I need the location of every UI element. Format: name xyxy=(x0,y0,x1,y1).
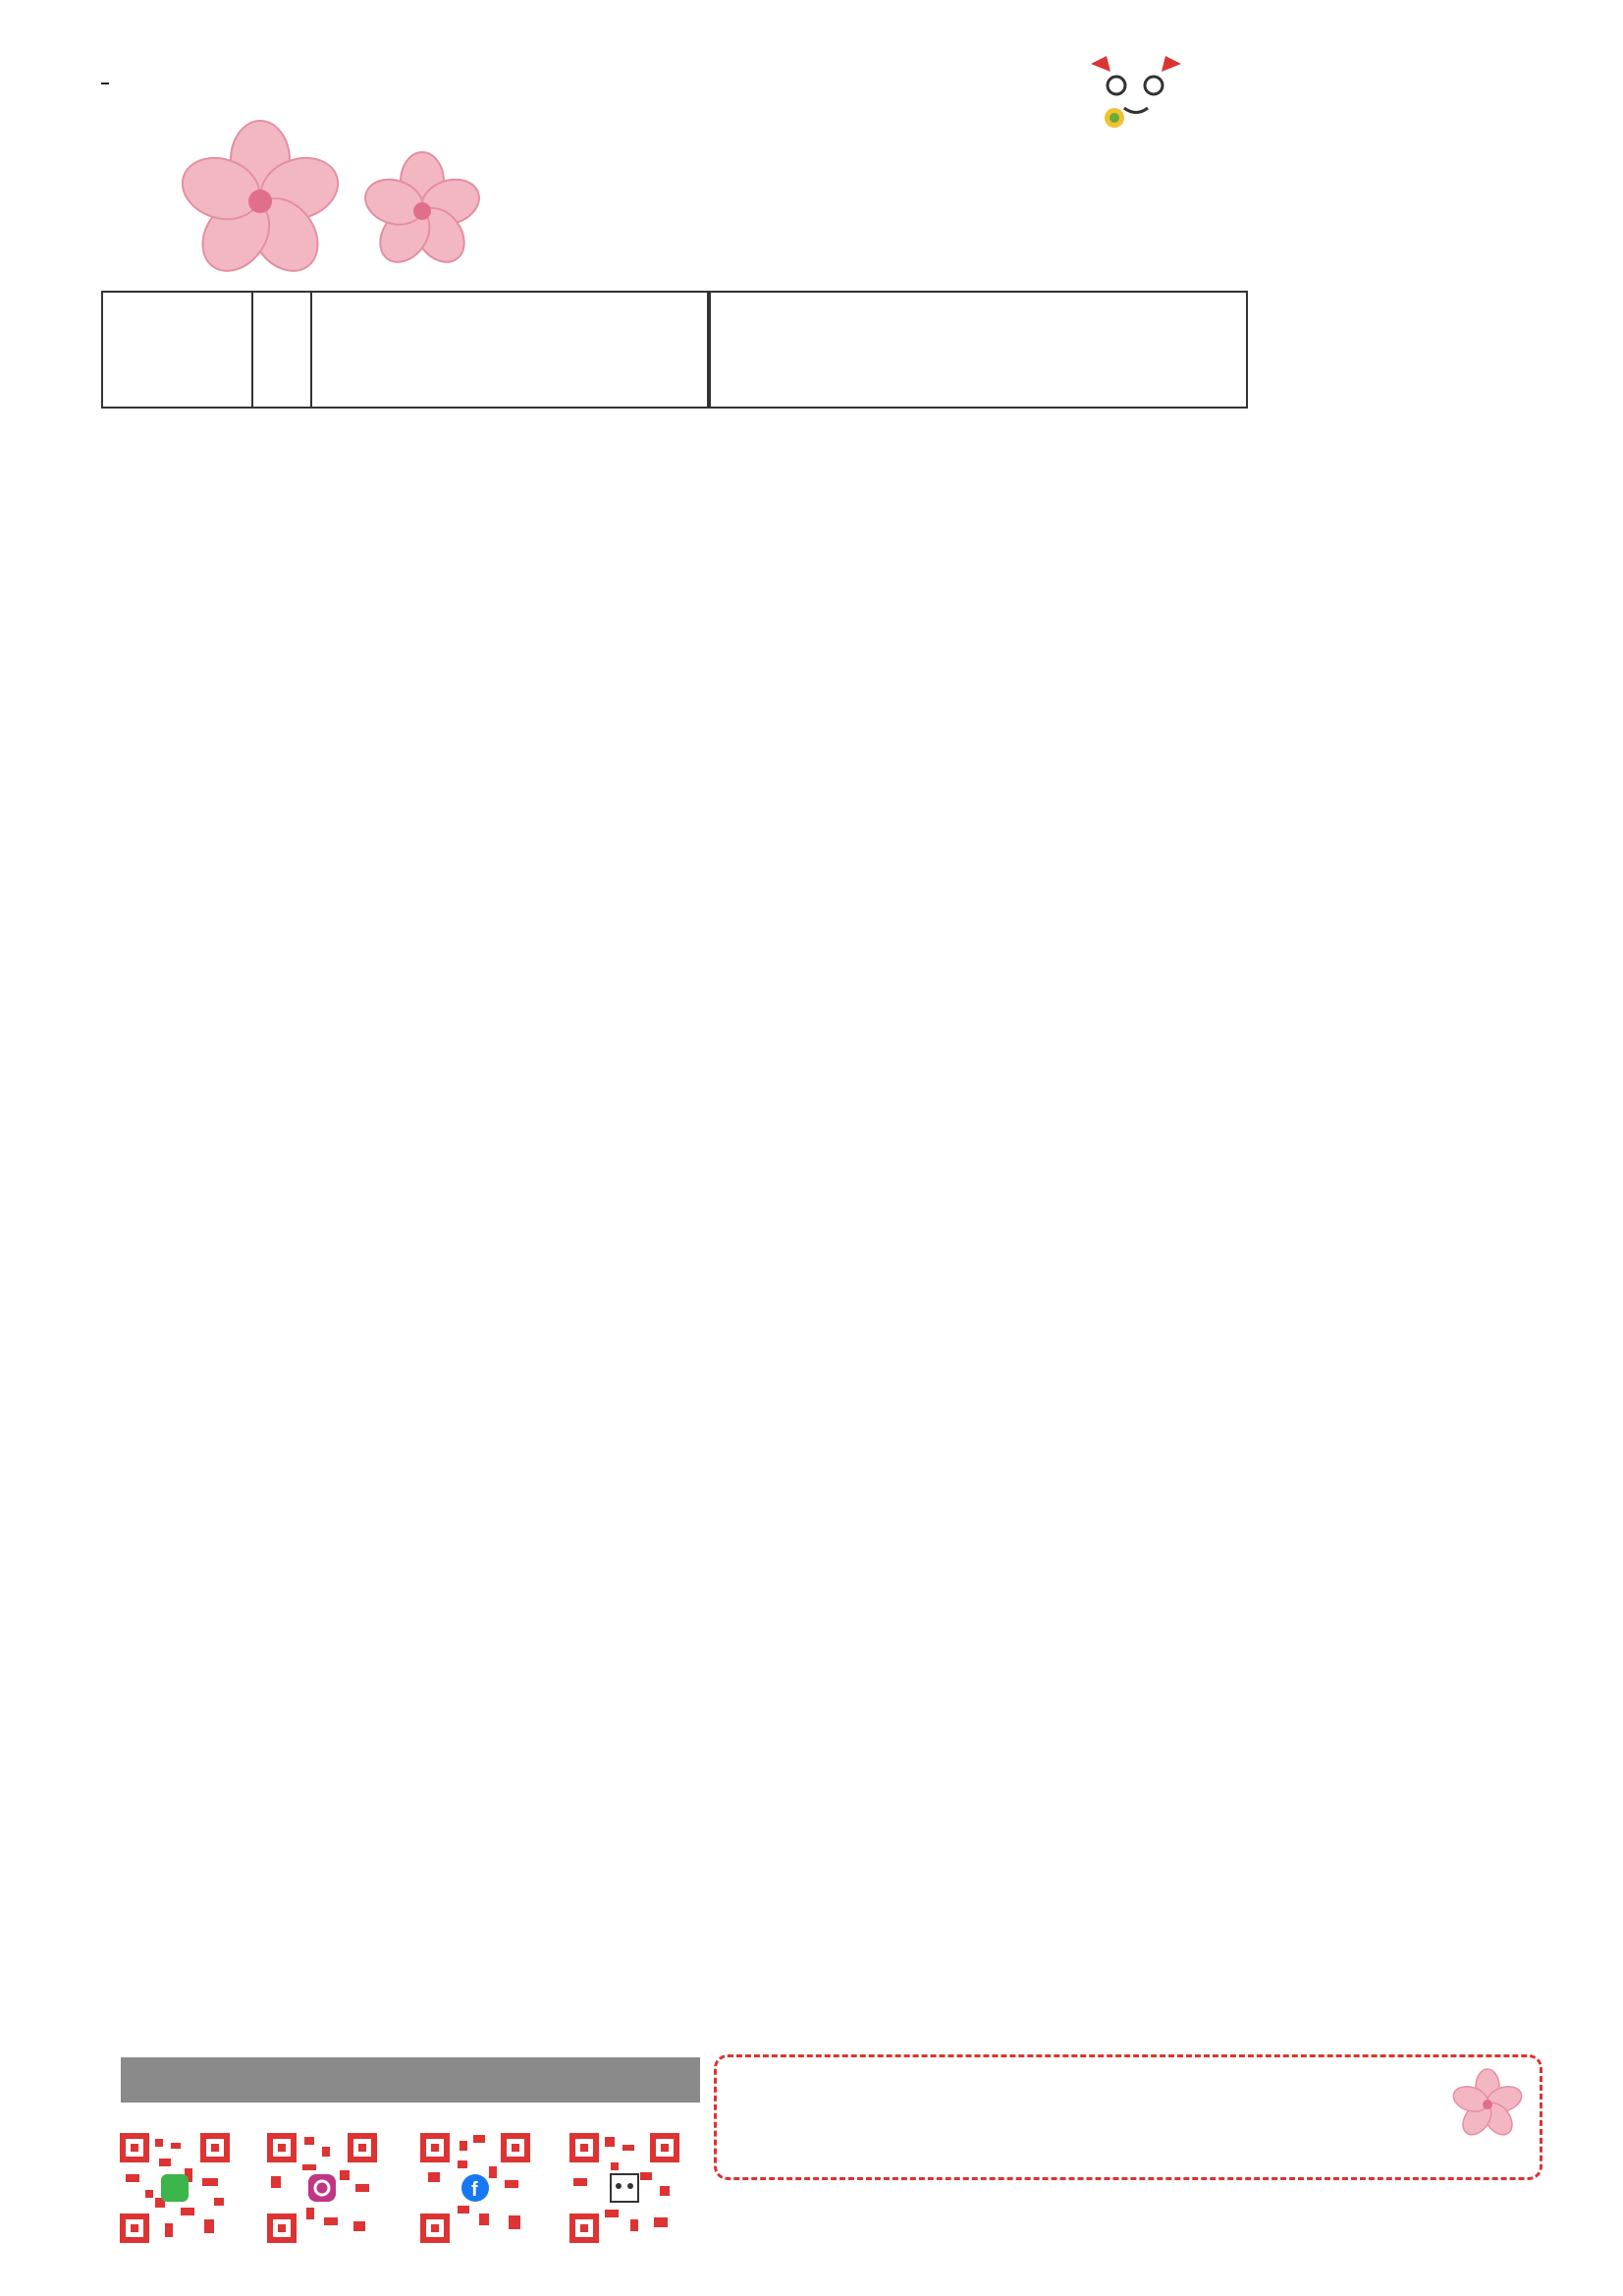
qr-code-icon xyxy=(263,2129,381,2247)
header-dish xyxy=(311,292,708,408)
sakura-icon xyxy=(1443,2057,1532,2146)
sakura-flowers-icon xyxy=(177,118,501,285)
menu-table-week1 xyxy=(101,291,1248,409)
seasonal-note-box xyxy=(714,2054,1542,2180)
qr-code-icon xyxy=(116,2129,234,2247)
qr-line[interactable] xyxy=(116,2129,234,2247)
mascot-logo-icon xyxy=(1085,54,1188,133)
svg-text:f: f xyxy=(471,2179,478,2201)
menu-period xyxy=(101,81,109,84)
header-date xyxy=(102,292,252,408)
qr-code-icon xyxy=(416,2129,534,2247)
qr-mascot[interactable] xyxy=(566,2129,683,2247)
qr-instagram[interactable] xyxy=(263,2129,381,2247)
qr-facebook[interactable] xyxy=(416,2129,534,2247)
line-order-banner xyxy=(121,2057,700,2103)
qr-code-icon xyxy=(566,2129,683,2247)
header-jou xyxy=(710,292,1247,408)
header-dow xyxy=(252,292,311,408)
